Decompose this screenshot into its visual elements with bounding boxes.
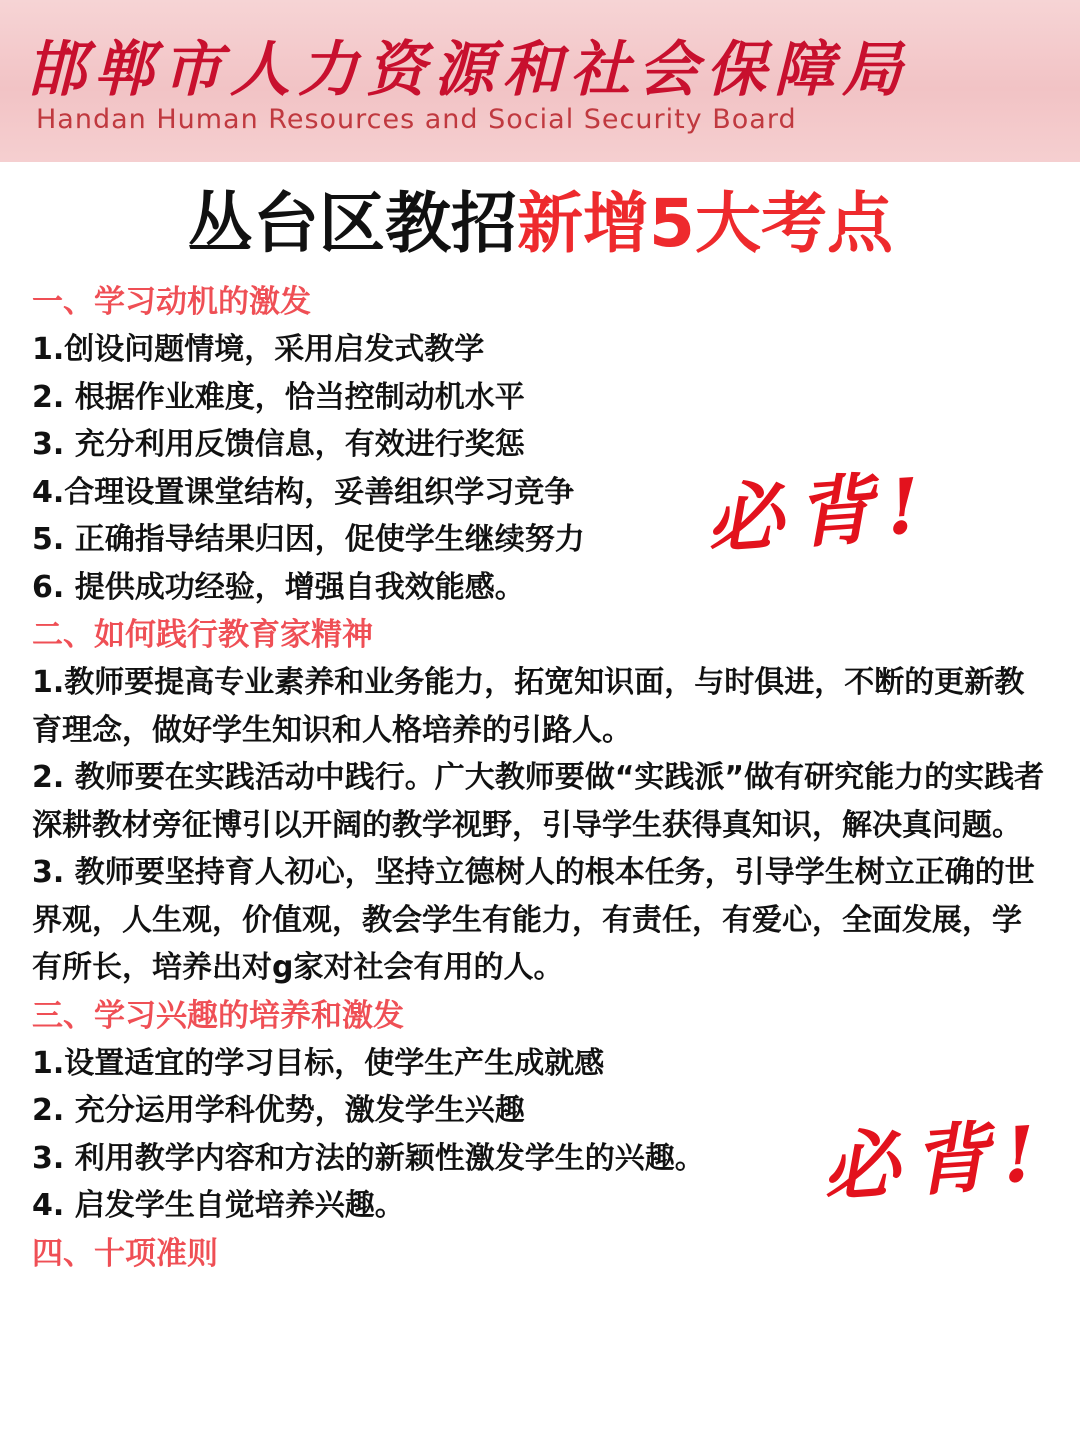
list-item: 3. 充分利用反馈信息，有效进行奖惩 (32, 427, 525, 462)
organization-name: 邯郸市人力资源和社会保障局 (26, 35, 910, 105)
list-item: 2. 根据作业难度，恰当控制动机水平 (32, 379, 525, 415)
list-item: 3. 利用教学内容和方法的新颖性激发学生的兴趣。 (32, 1140, 705, 1176)
page-title-part2: 新增5大考点 (517, 185, 893, 262)
list-item: 6. 提供成功经验，增强自我效能感。 (32, 569, 525, 605)
must-memorize-stamp-1: 必背! (703, 460, 937, 565)
list-item: 4. 启发学生自觉培养兴趣。 (32, 1188, 405, 1223)
header-banner (0, 0, 1080, 162)
list-item: 4.合理设置课堂结构，妥善组织学习竞争 (32, 474, 575, 510)
section-heading-1: 一、学习动机的激发 (32, 284, 311, 320)
page-title-part1: 丛台区教招 (187, 185, 518, 262)
page-title (0, 180, 1080, 268)
section-heading-3: 三、学习兴趣的培养和激发 (32, 997, 404, 1034)
list-item: 2. 充分运用学科优势，激发学生兴趣 (32, 1093, 525, 1128)
section-heading-4: 四、十项准则 (32, 1235, 218, 1272)
section-heading-2: 二、如何践行教育家精神 (32, 617, 373, 653)
list-item: 2. 教师要在实践活动中践行。广大教师要做“实践派”做有研究能力的实践者深耕教材旁征博引以开阔的教学视野，引导学生获得真知识，解决真问题。 (32, 760, 1045, 843)
list-item: 1.教师要提高专业素养和业务能力，拓宽知识面，与时俱进，不断的更新教育理念，做好学生知识和人格培养的引路人。 (32, 665, 1025, 748)
list-item: 3. 教师要坚持育人初心，坚持立德树人的根本任务，引导学生树立正确的世界观，人生观，价值观，教会学生有能力，有责任，有爱心，全面发展，学有所长，培养出对g家对社会有用的人。 (32, 855, 1035, 985)
list-item: 1.设置适宜的学习目标，使学生产生成就感 (32, 1045, 605, 1081)
list-item: 5. 正确指导结果归因，促使学生继续努力 (32, 522, 585, 557)
must-memorize-stamp-2: 必背! (819, 1108, 1053, 1213)
organization-english-name: Handan Human Resources and Social Security Board (36, 104, 797, 135)
list-item: 1.创设问题情境，采用启发式教学 (32, 332, 485, 367)
